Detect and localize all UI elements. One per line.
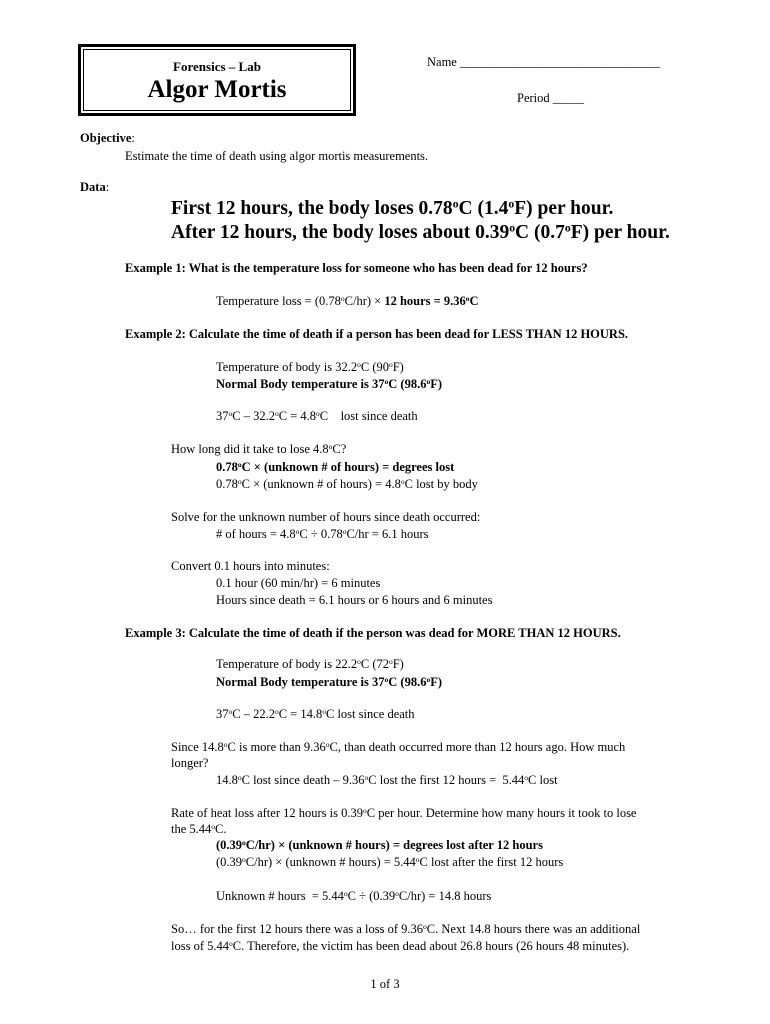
example2-equation-bold: $0.78^oC$ × (unknown # of hours) = degrees lost	[216, 459, 455, 474]
example3-equation-bold: $(0.39^oC/hr)$ × (unknown # hours) = degrees lost after 12 hours	[216, 837, 543, 852]
example2-result: Hours since death = 6.1 hours or 6 hours and 6 minutes	[216, 593, 493, 607]
example2-how-long: How long did it take to lose 4.8$^o$C?	[171, 441, 347, 456]
page-number: 1 of 3	[370, 977, 400, 991]
example3-equation: $(0.39^oC/hr)$ × (unknown # hours) = $5.44^oC$ lost after the first 12 hours	[216, 854, 564, 869]
example3-diff: $37^oC - 22.2^oC = 14.8^oC$ lost since death	[216, 706, 415, 721]
example2-convert: Convert 0.1 hours into minutes:	[171, 559, 330, 573]
example3-rate-cont: the 5.44$^o$C.	[171, 821, 227, 836]
objective-heading: Objective:	[80, 131, 135, 145]
example3-since-cont: longer?	[171, 756, 209, 770]
example3-body-temp: Temperature of body is 22.2$^o$C (72$^o$F)	[216, 656, 404, 671]
example2-hours-calc: # of hours = $4.8^oC \div 0.78^oC/hr = 6.1$ hours	[216, 526, 429, 541]
example2-solve: Solve for the unknown number of hours since death occurred:	[171, 510, 481, 524]
example2-equation: $0.78^oC$ × (unknown # of hours) = $4.8^oC$ lost by body	[216, 476, 478, 491]
example1-question: Example 1: What is the temperature loss for someone who has been dead for 12 hours?	[125, 261, 588, 275]
example3-conclusion-cont: loss of 5.44$^o$C. Therefore, the victim has been dead about 26.8 hours (26 hours 48 minutes).	[171, 938, 630, 953]
example2-diff: $37^oC - 32.2^oC = 4.8^oC$ lost since death	[216, 408, 418, 423]
example2-question: Example 2: Calculate the time of death if a person has been dead for LESS THAN 12 HOURS.	[125, 327, 629, 341]
example3-since: Since 14.8$^o$C is more than 9.36$^o$C, than death occurred more than 12 hours ago. How much	[171, 739, 626, 754]
example3-lost: 14.8$^o$C lost since death – 9.36$^o$C lost the first 12 hours = 5.44$^o$C lost	[216, 772, 558, 787]
example3-question: Example 3: Calculate the time of death if the person was dead for MORE THAN 12 HOURS.	[125, 626, 621, 640]
name-field: Name ________________________________	[427, 55, 660, 69]
example3-conclusion: So… for the first 12 hours there was a loss of 9.36$^o$C. Next 14.8 hours there was an additional	[171, 921, 641, 936]
page-title: Algor Mortis	[147, 76, 287, 103]
example3-unknown: Unknown # hours = $5.44^oC \div (0.39^oC/hr) = 14.8$ hours	[216, 888, 492, 903]
example1-calc: Temperature loss = $(0.78^oC/hr) \times 12$ hours = $9.36^oC$	[216, 293, 479, 308]
data-heading: Data:	[80, 180, 110, 194]
example3-rate: Rate of heat loss after 12 hours is 0.39$^o$C per hour. Determine how many hours it took to lose	[171, 805, 637, 820]
objective-text: Estimate the time of death using algor mortis measurements.	[125, 149, 429, 163]
example2-minutes: 0.1 hour (60 min/hr) = 6 minutes	[216, 576, 381, 590]
data-rule-after-12: After 12 hours, the body loses about 0.39$^o$C (0.7$^o$F) per hour.	[171, 221, 670, 243]
example3-normal-temp: Normal Body temperature is 37$^o$C (98.6$^o$F)	[216, 674, 443, 689]
example2-normal-temp: Normal Body temperature is 37$^o$C (98.6$^o$F)	[216, 376, 443, 391]
example2-body-temp: Temperature of body is 32.2$^o$C (90$^o$F)	[216, 359, 404, 374]
course-label: Forensics – Lab	[173, 59, 261, 74]
data-rule-first-12: First 12 hours, the body loses 0.78$^o$C (1.4$^o$F) per hour.	[171, 197, 614, 219]
period-field: Period _____	[517, 91, 585, 105]
